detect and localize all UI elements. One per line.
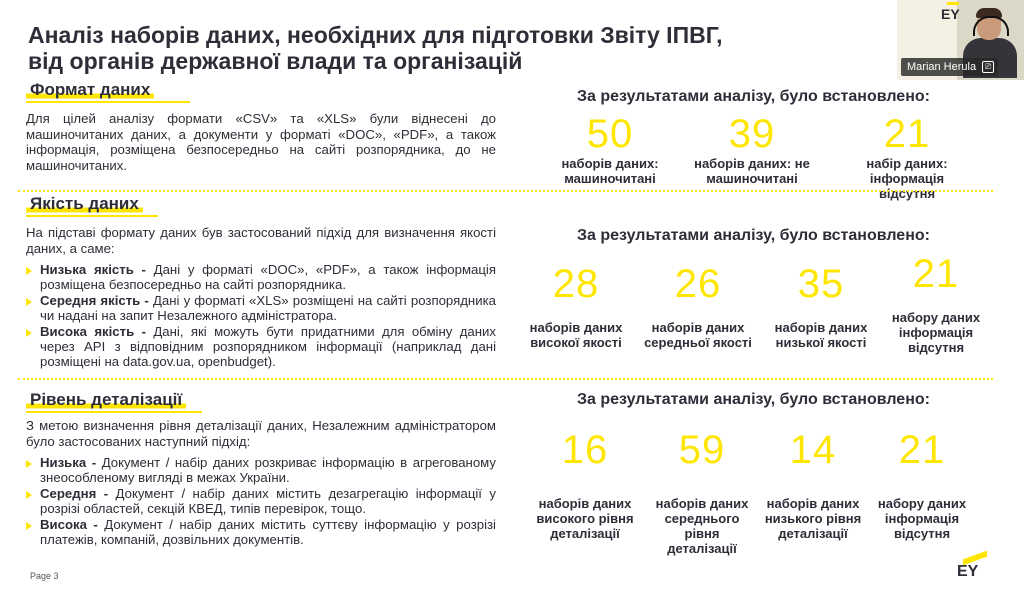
- quality-stat-medium: [636, 262, 760, 350]
- bullet-term: Середня: [40, 486, 97, 501]
- quality-bullet-high: Висока якість - Дані, які можуть бути придатними для обміну даних через API з відповідним розпорядником інформації (наприклад дані розміщені на data.gov.ua, openbudget).: [26, 324, 496, 369]
- section-divider-2: [18, 378, 993, 380]
- stat-label: наборів даних: машиночитані: [561, 156, 659, 186]
- quality-stat-high: [520, 262, 632, 350]
- stat-label: наборів даних середньої якості: [644, 320, 752, 350]
- stat-value: 21: [898, 428, 946, 472]
- ey-logo-text: EY: [957, 563, 979, 580]
- participant-name: Marian Herula: [907, 61, 977, 73]
- slide-title-line2: від органів державної влади та організацій: [28, 48, 523, 74]
- participant-video-tile[interactable]: [897, 0, 1024, 80]
- bullet-arrow-icon: [26, 298, 32, 306]
- page-number: Page 3: [30, 571, 59, 581]
- quality-stat-low: [764, 262, 878, 350]
- quality-stat-missing: [880, 252, 992, 355]
- format-results-heading: За результатами аналізу, було встановлено:: [577, 88, 930, 105]
- bullet-arrow-icon: [26, 491, 32, 499]
- bullet-arrow-icon: [26, 267, 32, 275]
- detail-bullet-high: Висока - Документ / набір даних містить суттєву інформацію у розрізі платежів, компаній, дозвільних документів.: [26, 517, 496, 547]
- bullet-desc: Дані у форматі «XLS» розміщені на сайті розпорядника чи надані на запит Незалежного адміністратора.: [40, 293, 496, 323]
- stat-label: наборів даних середнього рівня деталізації: [655, 496, 749, 556]
- format-stat-machine-readable: [548, 112, 672, 186]
- ey-logo-bar: [947, 2, 959, 5]
- detail-stat-high: [530, 428, 640, 541]
- bullet-desc: Документ / набір даних містить суттєву інформацію у розрізі платежів, компаній, дозвільних документів.: [40, 517, 496, 547]
- section-heading-quality: Якість даних: [26, 194, 143, 214]
- detail-stat-missing: [870, 428, 974, 541]
- quality-bullet-medium: Середня якість - Дані у форматі «XLS» розміщені на сайті розпорядника чи надані на запит Незалежного адміністратора.: [26, 293, 496, 323]
- bullet-arrow-icon: [26, 460, 32, 468]
- bullet-term: Висока якість: [40, 324, 135, 339]
- stat-label: наборів даних низької якості: [774, 320, 868, 350]
- format-stat-missing: [842, 112, 972, 201]
- mic-icon[interactable]: ⎚: [982, 61, 994, 73]
- bullet-desc: Документ / набір даних розкриває інформацію в агрегованому знеособленому вигляді в межах України.: [40, 455, 496, 485]
- stat-value: 21: [912, 252, 960, 296]
- bullet-term: Низька: [40, 455, 87, 470]
- stat-label: наборів даних високої якості: [529, 320, 623, 350]
- format-stat-not-machine-readable: [690, 112, 814, 186]
- stat-value: 28: [552, 262, 600, 306]
- slide-title-line1: Аналіз наборів даних, необхідних для підготовки Звіту ІПВГ,: [28, 22, 723, 48]
- bullet-term: Середня якість: [40, 293, 141, 308]
- bullet-desc: Документ / набір даних містить дезагрегацію інформації у розрізі областей, секцій КВЕД, типів перевірок, тощо.: [40, 486, 496, 516]
- bullet-term: Низька якість: [40, 262, 134, 277]
- quality-results-heading: За результатами аналізу, було встановлено:: [577, 227, 930, 244]
- quality-intro: На підставі формату даних був застосований підхід для визначення якості даних, а саме:: [26, 225, 496, 256]
- detail-bullet-low: Низька - Документ / набір даних розкриває інформацію в агрегованому знеособленому вигляді в межах України.: [26, 455, 496, 485]
- participant-name-plate: [901, 58, 998, 76]
- slide-title: [28, 22, 868, 74]
- detail-stat-medium: [652, 428, 752, 556]
- stat-label: наборів даних: не машиночитані: [694, 156, 810, 186]
- detail-stat-low: [760, 428, 866, 541]
- stat-label: наборів даних високого рівня деталізації: [536, 496, 634, 541]
- headset-icon: [973, 16, 1009, 36]
- detail-intro: З метою визначення рівня деталізації даних, Незалежним адміністратором було застосованих наступний підхід:: [26, 418, 496, 449]
- section-heading-detail: Рівень деталізації: [26, 390, 186, 410]
- stat-value: 21: [883, 112, 931, 156]
- stat-value: 59: [678, 428, 726, 472]
- stat-value: 26: [674, 262, 722, 306]
- stat-label: набору даних інформація відсутня: [891, 310, 981, 355]
- section-underline-detail: [26, 411, 202, 413]
- stat-value: 50: [586, 112, 634, 156]
- stat-value: 39: [728, 112, 776, 156]
- ey-mini-logo: EY: [941, 6, 960, 22]
- detail-results-heading: За результатами аналізу, було встановлено:: [577, 391, 930, 408]
- format-description: Для цілей аналізу формати «CSV» та «XLS» були віднесені до машиночитаних даних, а документи у форматі «DOC», «PDF», а також інформація, розміщена безпосередньо на сайті розпорядника, до не машиночитаних.: [26, 111, 496, 173]
- bullet-desc: Дані, які можуть бути придатними для обміну даних через API з відповідним розпорядником інформації (наприклад дані розміщені на data.gov.ua, openbudget).: [40, 324, 496, 369]
- bullet-arrow-icon: [26, 329, 32, 337]
- quality-bullets: [26, 262, 496, 370]
- stat-value: 14: [789, 428, 837, 472]
- section-underline-quality: [26, 215, 158, 217]
- stat-label: наборів даних низького рівня деталізації: [764, 496, 862, 541]
- bullet-desc: Дані у форматі «DOC», «PDF», а також інформація розміщена безпосередньо на сайті розпорядника.: [40, 262, 496, 292]
- stat-value: 35: [797, 262, 845, 306]
- detail-bullets: [26, 455, 496, 548]
- section-heading-format: Формат даних: [26, 80, 154, 100]
- stat-label: набір даних: інформація відсутня: [866, 156, 948, 201]
- ey-logo: [957, 555, 987, 583]
- section-divider-1: [18, 190, 993, 192]
- stat-value: 16: [561, 428, 609, 472]
- bullet-arrow-icon: [26, 522, 32, 530]
- bullet-term: Висока: [40, 517, 87, 532]
- section-underline-format: [26, 101, 190, 103]
- quality-bullet-low: Низька якість - Дані у форматі «DOC», «PDF», а також інформація розміщена безпосередньо на сайті розпорядника.: [26, 262, 496, 292]
- detail-bullet-medium: Середня - Документ / набір даних містить дезагрегацію інформації у розрізі областей, секцій КВЕД, типів перевірок, тощо.: [26, 486, 496, 516]
- stat-label: набору даних інформація відсутня: [877, 496, 967, 541]
